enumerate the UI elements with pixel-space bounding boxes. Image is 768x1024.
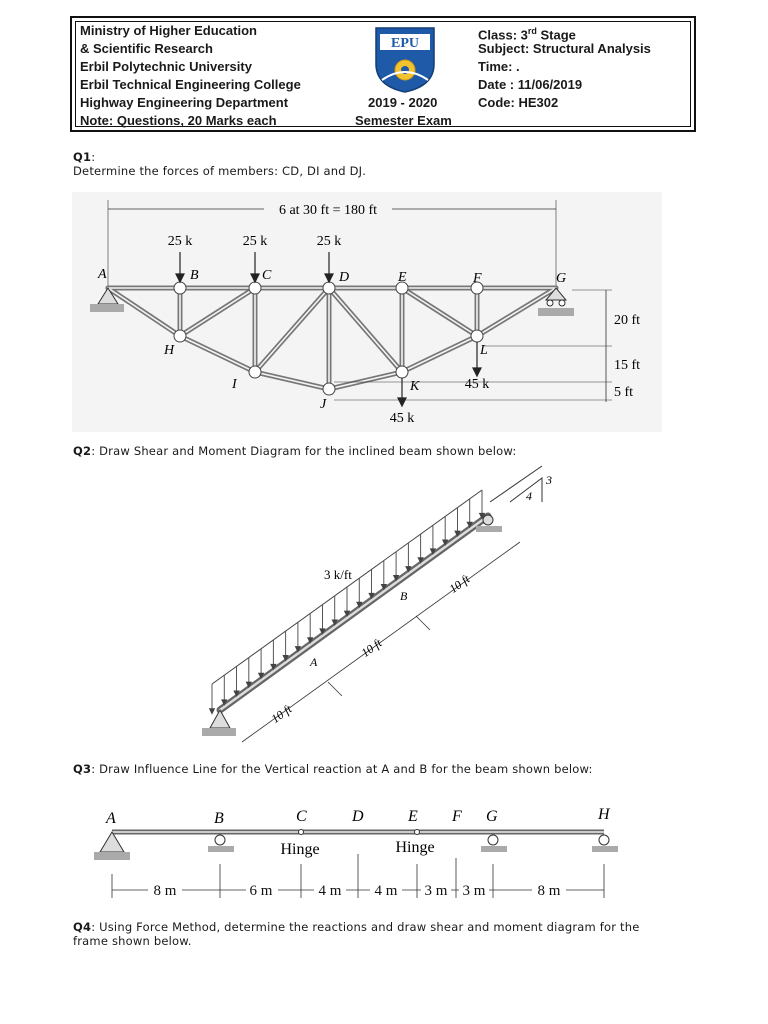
q3-text: Draw Influence Line for the Vertical reaction at A and B for the beam shown below:: [99, 762, 593, 776]
joint-d: D: [339, 270, 350, 285]
slope-run: 4: [526, 489, 532, 503]
joint-a: A: [98, 267, 107, 282]
dim-gh: 8 m: [537, 883, 561, 899]
header-college: Erbil Technical Engineering College: [80, 77, 301, 92]
point-a: A: [310, 655, 318, 669]
point-d: D: [352, 808, 364, 825]
dim-10ft-3: 10 ft: [446, 571, 473, 596]
q3-line: Q3: Draw Influence Line for the Vertical reaction at A and B for the beam shown below:: [73, 762, 593, 776]
header-department: Highway Engineering Department: [80, 95, 289, 110]
point-g: G: [486, 808, 498, 825]
hinge-label-c: Hinge: [280, 841, 320, 858]
joint-i: I: [232, 377, 237, 392]
roller-support-b: [208, 835, 234, 852]
joint-h: H: [164, 343, 175, 358]
q4-line2: frame shown below.: [73, 934, 192, 948]
slope-rise: 3: [546, 473, 552, 487]
header-date: Date : 11/06/2019: [478, 77, 583, 92]
header-exam: Semester Exam: [355, 113, 452, 128]
point-b: B: [400, 589, 408, 603]
dim-5ft: 5 ft: [614, 385, 634, 400]
load-b: 25 k: [167, 234, 193, 249]
q3-beam-figure: [88, 798, 628, 908]
joint-e: E: [398, 270, 407, 285]
q1-truss-figure: [72, 192, 662, 432]
q4-number: Q4: [73, 920, 92, 934]
header-subject: Subject: Structural Analysis: [478, 41, 651, 56]
dim-20ft: 20 ft: [614, 313, 641, 328]
q1-label: Q1:: [73, 150, 96, 164]
q2-line: Q2: Draw Shear and Moment Diagram for the inclined beam shown below:: [73, 444, 517, 458]
joint-j: J: [320, 397, 327, 412]
header-ministry-line2: & Scientific Research: [80, 41, 213, 56]
load-arrow-head: [210, 709, 215, 714]
dim-cd: 4 m: [318, 883, 342, 899]
dim-ab: 8 m: [153, 883, 177, 899]
hinge-label-e: Hinge: [395, 839, 435, 856]
epu-logo-icon: [372, 24, 438, 94]
joint-c: C: [262, 268, 272, 283]
class-prefix: Class: 3: [478, 27, 528, 43]
q2-text: Draw Shear and Moment Diagram for the inclined beam shown below:: [99, 444, 517, 458]
dim-10ft-1: 10 ft: [268, 701, 295, 726]
class-suffix: Stage: [536, 27, 576, 43]
roller-support-g: [481, 835, 507, 852]
q2-number: Q2: [73, 444, 92, 458]
q4-text-1: Using Force Method, determine the reactions and draw shear and moment diagram for the: [99, 920, 640, 934]
point-e: E: [408, 808, 418, 825]
load-l: 45 k: [464, 377, 490, 392]
q1-number: Q1: [73, 150, 92, 164]
dim-ef: 3 m: [424, 883, 448, 899]
distributed-load-arrows: [210, 490, 485, 714]
dim-de: 4 m: [374, 883, 398, 899]
load-k: 45 k: [389, 411, 415, 426]
q1-text: Determine the forces of members: CD, DI and DJ.: [73, 164, 367, 178]
dim-10ft-2: 10 ft: [358, 635, 385, 660]
load-label: 3 k/ft: [324, 567, 352, 582]
dim-fg: 3 m: [462, 883, 486, 899]
joint-k: K: [410, 379, 420, 394]
load-d: 25 k: [316, 234, 342, 249]
dim-bc: 6 m: [249, 883, 273, 899]
roller-support-h: [592, 835, 618, 852]
header-year: 2019 - 2020: [368, 95, 438, 110]
pin-support-a: [94, 832, 130, 860]
hinge-e: [415, 830, 420, 835]
joint-g: G: [556, 271, 567, 286]
point-h: H: [598, 806, 610, 823]
joint-f: F: [473, 271, 482, 286]
dim-15ft: 15 ft: [614, 358, 641, 373]
q2-inclined-beam-figure: [190, 458, 580, 754]
header-code: Code: HE302: [478, 95, 559, 110]
pin-support-q2-left: [202, 710, 236, 736]
q4-line1: Q4: Using Force Method, determine the reactions and draw shear and moment diagram for the: [73, 920, 640, 934]
joint-b: B: [190, 268, 199, 283]
point-a: A: [106, 810, 116, 827]
header-university: Erbil Polytechnic University: [80, 59, 252, 74]
load-c: 25 k: [242, 234, 268, 249]
logo-text: EPU: [391, 36, 419, 51]
header-note: Note: Questions, 20 Marks each: [80, 113, 277, 128]
span-label: 6 at 30 ft = 180 ft: [278, 203, 378, 218]
point-f: F: [452, 808, 462, 825]
point-c: C: [296, 808, 307, 825]
point-b: B: [214, 810, 224, 827]
joint-l: L: [480, 343, 488, 358]
class-sup: rd: [527, 26, 537, 36]
hinge-c: [299, 830, 304, 835]
header-ministry-line1: Ministry of Higher Education: [80, 23, 257, 38]
header-time: Time: .: [478, 59, 520, 74]
q3-number: Q3: [73, 762, 92, 776]
